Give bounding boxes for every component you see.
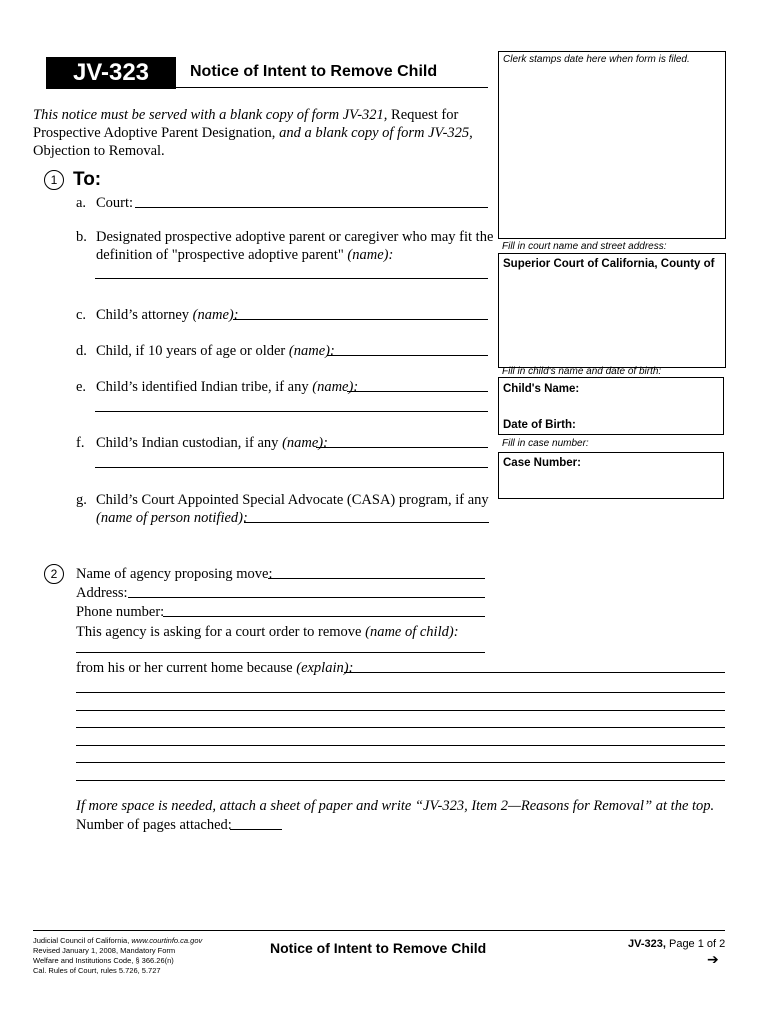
intro-text-a: This notice must be served with a blank copy of form JV-321,	[33, 107, 388, 123]
child-name-field[interactable]	[327, 355, 488, 356]
item-1b-line2	[96, 246, 393, 264]
court-label: Court:	[96, 195, 134, 211]
form-number: JV-323	[72, 59, 150, 86]
court-text: Superior Court of California, County of	[503, 258, 715, 270]
asking-line	[76, 623, 459, 641]
casa-field[interactable]	[244, 522, 489, 523]
item-1e-letter: e.	[76, 379, 87, 395]
childs-attorney-label: Child’s attorney	[96, 307, 190, 323]
footer-council: Judicial Council of California,	[33, 936, 130, 945]
indian-custodian-field-2[interactable]	[95, 467, 488, 468]
child-hint: Fill in child's name and date of birth:	[502, 366, 662, 377]
footer-citation	[33, 936, 202, 976]
footer-page: Page 1 of 2	[668, 938, 726, 950]
item-1g-line2: (name of person notified):	[96, 510, 248, 526]
footer-title: Notice of Intent to Remove Child	[270, 940, 487, 956]
court-field[interactable]	[135, 207, 488, 208]
clerk-stamp-box[interactable]	[498, 51, 726, 239]
child-to-remove-field[interactable]	[76, 652, 485, 653]
footer-code: Welfare and Institutions Code, § 366.26(n)	[33, 956, 174, 965]
next-page-arrow-icon: ➔	[707, 951, 719, 967]
pages-attached-field[interactable]	[230, 829, 282, 830]
explain-line-7[interactable]	[76, 780, 725, 781]
item-1f-label	[96, 434, 328, 452]
item-2-badge	[44, 564, 64, 584]
case-hint: Fill in case number:	[502, 438, 589, 449]
item-1d-letter: d.	[76, 343, 87, 359]
address-label: Address:	[76, 585, 128, 601]
item-1g-line1: Child’s Court Appointed Special Advocate (CASA) program, if any	[96, 492, 489, 508]
item-1-badge	[44, 170, 64, 190]
item-1e-label	[96, 378, 358, 396]
explain-line-6[interactable]	[76, 762, 725, 763]
footer-page-info	[628, 938, 725, 950]
item-1f-letter: f.	[76, 435, 85, 451]
footer-form-number: JV-323,	[628, 938, 666, 950]
item-1c-label	[96, 306, 239, 324]
child-age-label: Child, if 10 years of age or older	[96, 343, 286, 359]
intro-paragraph	[33, 106, 473, 160]
footer-rule	[33, 930, 725, 931]
asking-name-hint: (name of child):	[365, 624, 459, 640]
footer-rules: Cal. Rules of Court, rules 5.726, 5.727	[33, 966, 161, 975]
agency-field[interactable]	[268, 578, 485, 579]
case-number-label: Case Number:	[503, 457, 581, 469]
clerk-stamp-label: Clerk stamps date here when form is filed.	[503, 54, 690, 65]
explain-hint: (explain):	[296, 660, 354, 676]
pages-attached-label: Number of pages attached:	[76, 817, 232, 833]
explain-field[interactable]	[344, 672, 725, 673]
prospective-parent-field[interactable]	[95, 278, 488, 279]
item-1g-letter: g.	[76, 492, 87, 508]
phone-label: Phone number:	[76, 604, 165, 620]
dob-label: Date of Birth:	[503, 419, 576, 431]
footer-revised: Revised January 1, 2008, Mandatory Form	[33, 946, 176, 955]
child-name-label: Child's Name:	[503, 383, 580, 395]
address-field[interactable]	[128, 597, 485, 598]
footer-website: www.courtinfo.ca.gov	[131, 936, 203, 945]
indian-custodian-label: Child’s Indian custodian, if any	[96, 435, 279, 451]
item-1b-definition: definition of "prospective adoptive parent"	[96, 247, 344, 263]
childs-attorney-field[interactable]	[233, 319, 488, 320]
indian-tribe-field[interactable]	[347, 391, 488, 392]
form-title: Notice of Intent to Remove Child	[190, 63, 438, 80]
form-number-badge	[46, 57, 176, 89]
item-1-number: 1	[50, 173, 58, 187]
item-1a-letter: a.	[76, 195, 87, 211]
more-space-note: If more space is needed, attach a sheet of paper and write “JV-323, Item 2—Reasons for Removal” at the top.	[76, 798, 715, 814]
asking-label: This agency is asking for a court order to remove	[76, 624, 362, 640]
intro-text-c: Prospective Adoptive Parent Designation,	[33, 125, 276, 141]
court-box[interactable]	[498, 253, 726, 368]
item-1b-line1: Designated prospective adoptive parent or caregiver who may fit the	[96, 229, 494, 245]
intro-text-d: and a blank copy of form JV-325,	[279, 125, 473, 141]
phone-field[interactable]	[163, 616, 485, 617]
item-1c-letter: c.	[76, 307, 87, 323]
from-home-label: from his or her current home because	[76, 660, 293, 676]
item-2-number: 2	[50, 567, 58, 581]
item-1f-name-hint: (name):	[282, 435, 328, 451]
from-home-line	[76, 659, 353, 677]
explain-line-5[interactable]	[76, 745, 725, 746]
explain-line-4[interactable]	[76, 727, 725, 728]
explain-line-3[interactable]	[76, 710, 725, 711]
item-1b-name-hint: (name):	[347, 247, 394, 263]
indian-custodian-field[interactable]	[316, 447, 488, 448]
item-1d-label	[96, 342, 335, 360]
item-1b-letter: b.	[76, 229, 87, 245]
intro-text-b: Request for	[391, 107, 459, 123]
indian-tribe-label: Child’s identified Indian tribe, if any	[96, 379, 309, 395]
item-1d-name-hint: (name):	[288, 343, 335, 359]
indian-tribe-field-2[interactable]	[95, 411, 488, 412]
header-rule	[46, 87, 488, 88]
item-1c-name-hint: (name):	[192, 307, 239, 323]
explain-line-2[interactable]	[76, 692, 725, 693]
agency-label: Name of agency proposing move:	[76, 566, 273, 582]
to-heading: To:	[73, 169, 102, 190]
item-1e-name-hint: (name):	[312, 379, 359, 395]
intro-text-e: Objection to Removal.	[33, 143, 165, 159]
court-hint: Fill in court name and street address:	[502, 241, 667, 252]
